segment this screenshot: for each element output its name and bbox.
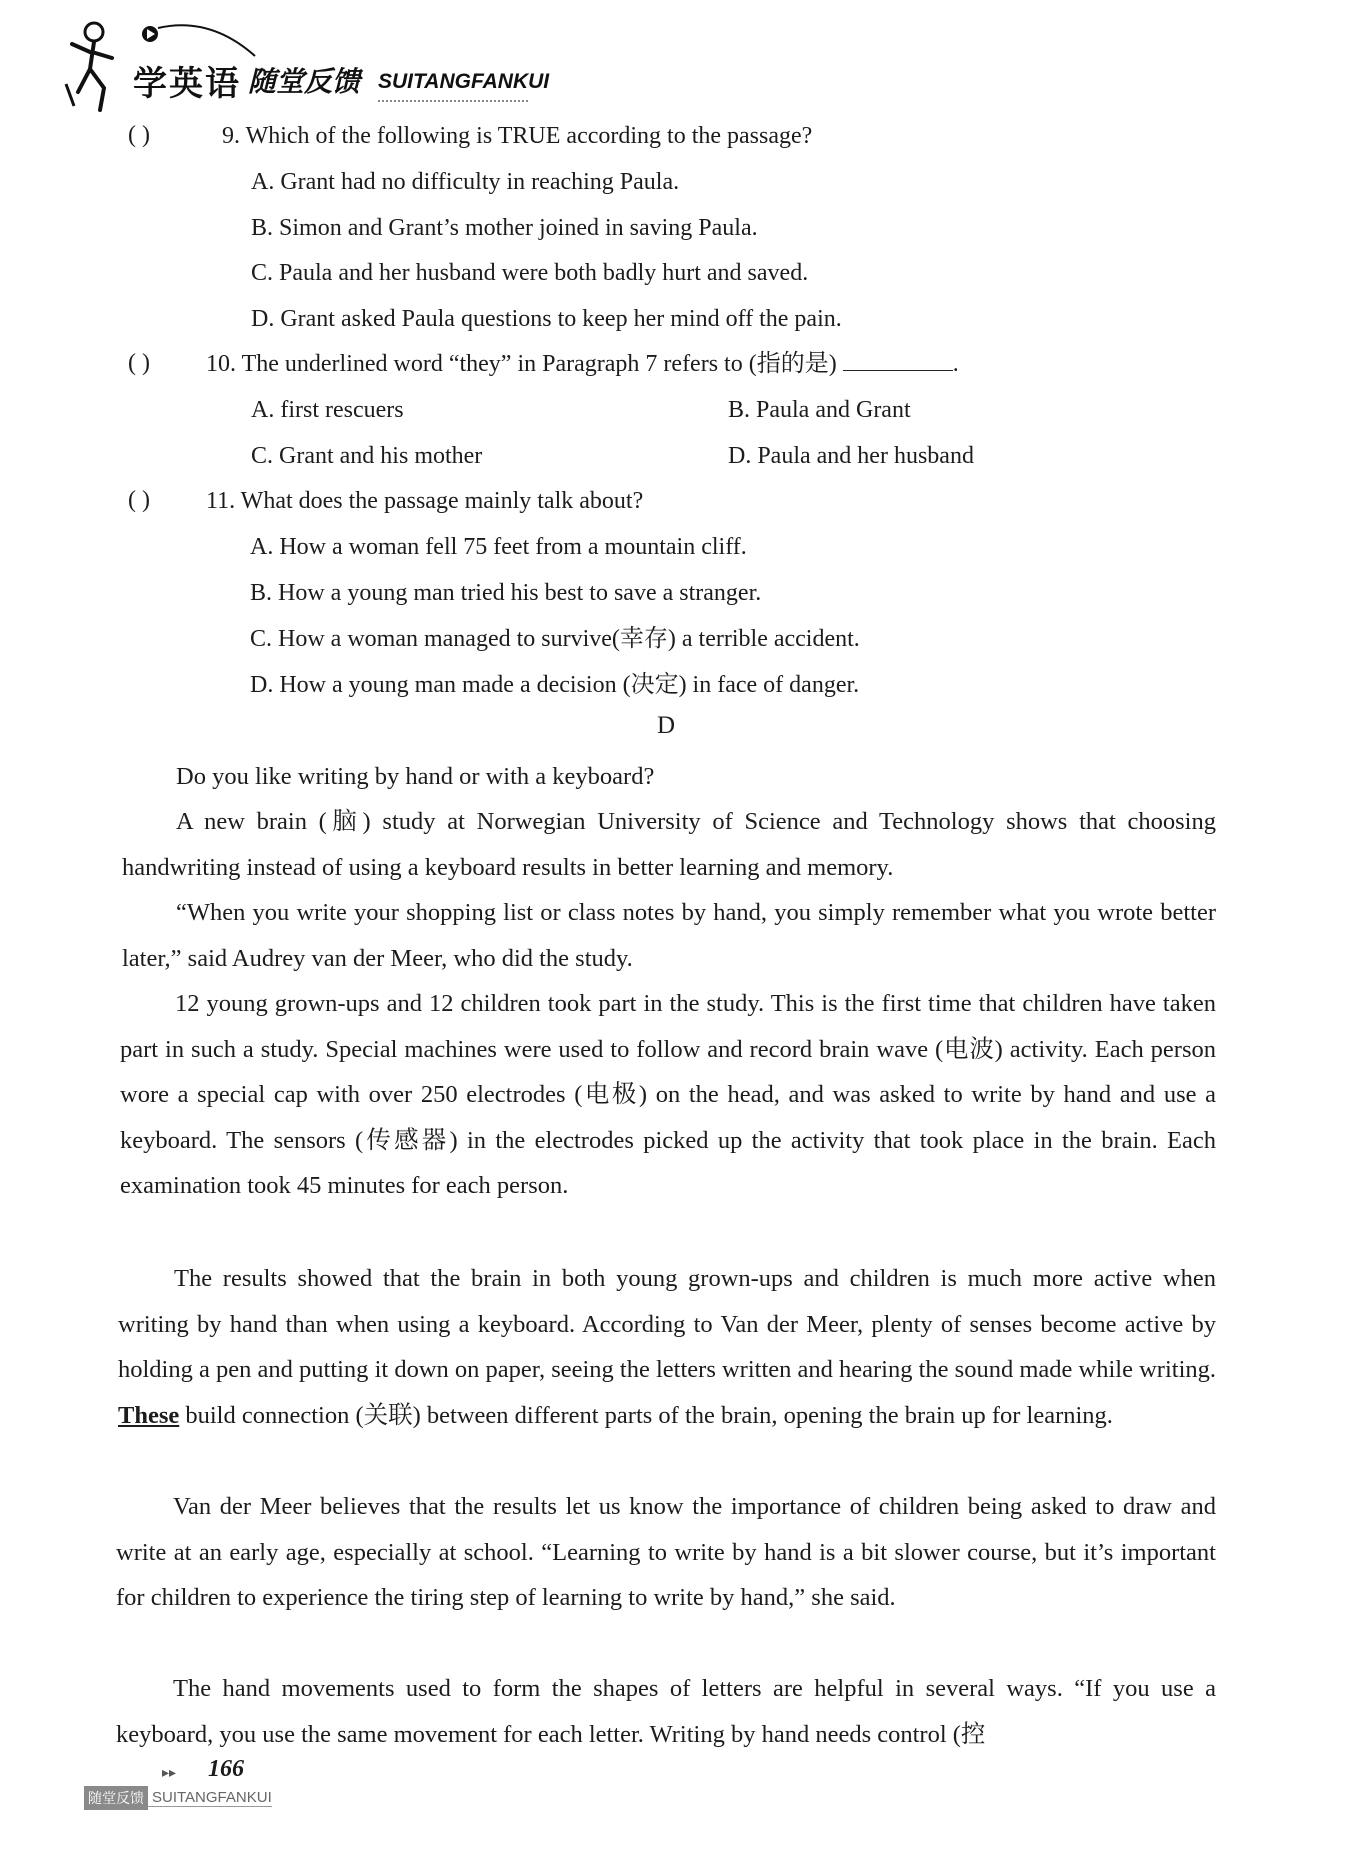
passage-paragraph-3: “When you write your shopping list or class notes by hand, you simply remember what you wrote better later,” said Audrey van der Meer, who did the study. xyxy=(122,899,1216,972)
q10-option-d: D. Paula and her husband xyxy=(728,443,974,469)
q11-option-a: A. How a woman fell 75 feet from a mountain cliff. xyxy=(250,534,747,560)
underlined-word-these: These xyxy=(118,1401,180,1429)
footer-label xyxy=(84,1786,272,1810)
passage-paragraph-5 xyxy=(118,1256,1216,1438)
answer-blank-9[interactable]: ( ) xyxy=(128,122,150,148)
q9-option-b: B. Simon and Grant’s mother joined in saving Paula. xyxy=(251,215,758,241)
q11-option-b: B. How a young man tried his best to save a stranger. xyxy=(250,580,762,606)
page-number: 166 xyxy=(208,1756,244,1782)
q10-option-a: A. first rescuers xyxy=(251,397,404,423)
q10-option-c: C. Grant and his mother xyxy=(251,443,483,469)
q11-option-d: D. How a young man made a decision (决定) in face of danger. xyxy=(250,672,860,698)
brand-subtitle-en: SUITANGFANKUI xyxy=(378,70,550,93)
play-arc-icon xyxy=(140,20,260,60)
question-10-text: 10. The underlined word “they” in Paragraph 7 refers to (指的是) xyxy=(206,351,837,377)
passage-paragraph-4: 12 young grown-ups and 12 children took part in the study. This is the first time that children have taken part in such a study. Special machines were used to follow and record brain wave (电波) activity. Each person wore a special cap with over 250 electrodes (电极) on the head, and was asked to write by hand and use a keyboard. The sensors (传感器) in the electrodes picked up the activity that took place in the brain. Each examination took 45 minutes for each person. xyxy=(120,990,1216,1199)
question-10-period: . xyxy=(952,351,959,377)
answer-blank-10[interactable]: ( ) xyxy=(128,350,150,376)
passage-paragraph-1: Do you like writing by hand or with a keyboard? xyxy=(176,763,655,790)
passage-paragraph-2: A new brain (脑) study at Norwegian University of Science and Technology shows that choosing handwriting instead of using a keyboard results in better learning and memory. xyxy=(122,808,1216,881)
brand-subtitle-cn: 随堂反馈 xyxy=(248,65,361,98)
arrow-icon: ▸▸ xyxy=(162,1765,177,1781)
footer-label-en: SUITANGFANKUI xyxy=(148,1789,272,1807)
runner-logo-icon xyxy=(60,14,130,114)
q9-option-a: A. Grant had no difficulty in reaching Paula. xyxy=(251,169,680,195)
paragraph-5-text-b: build connection (关联) between different parts of the brain, opening the brain up for learning. xyxy=(185,1401,1113,1429)
passage-paragraph-7: The hand movements used to form the shapes of letters are helpful in several ways. “If you use a keyboard, you use the same movement for each letter. Writing by hand needs control (控 xyxy=(116,1675,1216,1748)
header-divider xyxy=(378,100,528,102)
fill-in-blank[interactable] xyxy=(843,348,953,371)
section-heading: D xyxy=(657,712,676,739)
q11-option-c: C. How a woman managed to survive(幸存) a terrible accident. xyxy=(250,626,860,652)
answer-blank-11[interactable]: ( ) xyxy=(128,487,150,513)
q9-option-d: D. Grant asked Paula questions to keep her mind off the pain. xyxy=(251,306,842,332)
q9-option-c: C. Paula and her husband were both badly hurt and saved. xyxy=(251,260,809,286)
footer-label-cn: 随堂反馈 xyxy=(84,1786,148,1810)
paragraph-5-text-a: The results showed that the brain in both young grown-ups and children is much more active when writing by hand than when using a keyboard. According to Van der Meer, plenty of senses become active by holding a pen and putting it down on paper, seeing the letters written and hearing the sound made while writing. xyxy=(118,1265,1216,1383)
passage-paragraph-6: Van der Meer believes that the results let us know the importance of children being asked to draw and write at an early age, especially at school. “Learning to write by hand is a bit slower course, but it’s important for children to experience the tiring step of learning to write by hand,” she said. xyxy=(116,1493,1216,1611)
q10-option-b: B. Paula and Grant xyxy=(728,397,911,423)
question-10-stem xyxy=(206,348,959,380)
brand-title: 学英语 xyxy=(133,64,241,104)
page-header xyxy=(60,14,580,124)
question-9-stem: 9. Which of the following is TRUE according to the passage? xyxy=(222,123,813,149)
question-11-stem: 11. What does the passage mainly talk about? xyxy=(206,488,644,514)
